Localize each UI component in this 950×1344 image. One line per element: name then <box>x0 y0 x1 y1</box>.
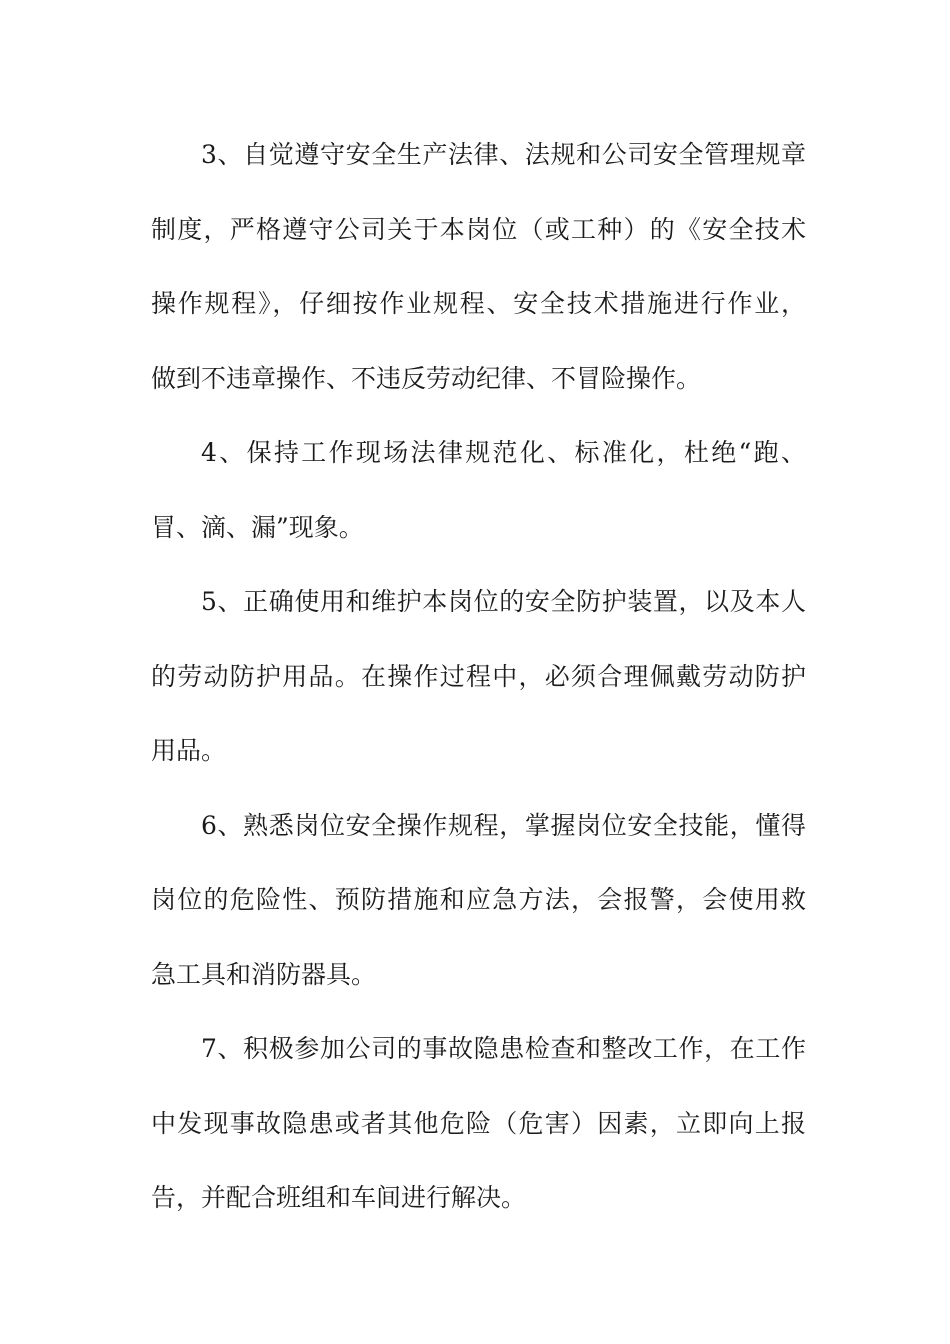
paragraph-item-5 <box>151 565 806 789</box>
paragraph-line: 急工具和消防器具。 <box>151 959 377 989</box>
paragraph-line: 4、保持工作现场法律规范化、标准化，杜绝“跑、 <box>201 438 806 467</box>
paragraph-line: 中发现事故隐患或者其他危险（危害）因素，立即向上报 <box>151 1108 806 1138</box>
paragraph-line: 操作规程》，仔细按作业规程、安全技术措施进行作业， <box>151 289 806 318</box>
paragraph-item-3 <box>151 118 806 416</box>
paragraph-line: 6、熟悉岗位安全操作规程，掌握岗位安全技能，懂得 <box>201 810 806 840</box>
paragraph-line: 制度，严格遵守公司关于本岗位（或工种）的《安全技术 <box>151 214 806 244</box>
paragraph-item-4 <box>151 416 806 565</box>
paragraph-line: 冒、滴、漏”现象。 <box>151 512 364 542</box>
paragraph-line: 告，并配合班组和车间进行解决。 <box>151 1183 527 1212</box>
paragraph-line: 岗位的危险性、预防措施和应急方法，会报警，会使用救 <box>151 885 806 914</box>
document-body <box>151 118 806 1236</box>
paragraph-line: 7、积极参加公司的事故隐患检查和整改工作，在工作 <box>201 1034 806 1063</box>
paragraph-line: 5、正确使用和维护本岗位的安全防护装置，以及本人 <box>201 587 806 616</box>
paragraph-line: 做到不违章操作、不违反劳动纪律、不冒险操作。 <box>151 363 702 393</box>
paragraph-line: 的劳动防护用品。在操作过程中，必须合理佩戴劳动防护 <box>151 661 806 691</box>
paragraph-item-7 <box>151 1012 806 1236</box>
paragraph-item-6 <box>151 789 806 1013</box>
paragraph-line: 3、自觉遵守安全生产法律、法规和公司安全管理规章 <box>201 140 806 169</box>
paragraph-line: 用品。 <box>151 736 227 765</box>
